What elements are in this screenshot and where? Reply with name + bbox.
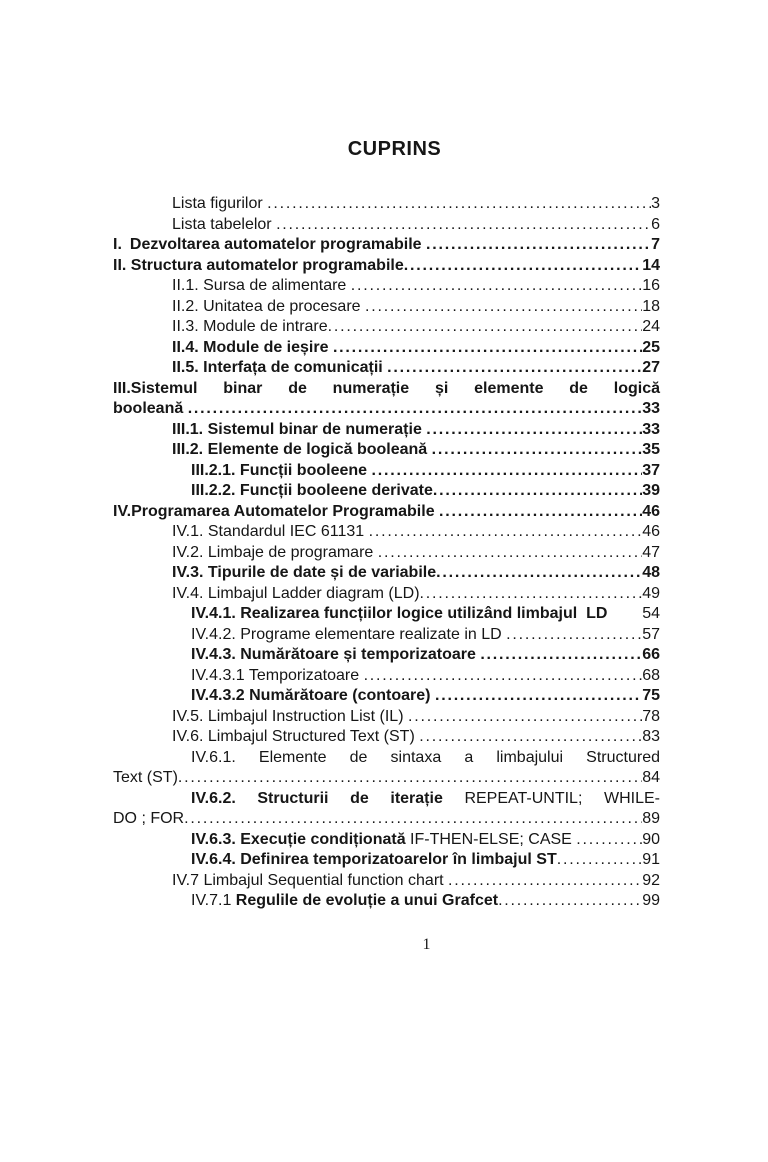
toc-page-number: 35 [642,441,660,458]
toc-page-number: 78 [642,707,660,725]
toc-page-number: 37 [642,461,660,479]
dot-leader [426,235,651,256]
toc-entry-text: IV.4.3.2 Numărătoare (contoare) [191,687,435,704]
toc-entry [113,276,660,297]
dot-leader [378,543,642,564]
dot-leader [419,727,642,748]
toc-entry [113,420,660,441]
dot-leader [433,481,642,502]
toc-entry [113,625,660,646]
toc-entry-text: IV.7.1 [191,892,236,909]
toc-entry [113,727,660,748]
toc-entry [113,871,660,892]
dot-leader [420,584,643,605]
toc-entry-text: III.2.1. Funcții booleene [191,461,372,479]
toc-entry [113,584,660,605]
toc-entry-text: III.Sistemul binar de numerație și elemente de logică [113,379,660,397]
dot-leader [439,502,642,523]
toc-page-number: 90 [642,830,660,848]
toc-entry-text: IV.6. Limbajul Structured Text (ST) [172,728,420,745]
dot-leader [276,215,651,236]
toc-entry [113,502,660,523]
dot-leader [365,297,642,318]
toc-page-number: 18 [642,297,660,315]
dot-leader [576,830,642,851]
toc-entry [113,666,660,687]
toc-entry [113,215,660,236]
page-number: 1 [422,935,431,953]
toc-entry-text: IV.4.3.1 Temporizatoare [191,666,364,684]
toc-page-number: 57 [642,625,660,643]
toc-page-number: 99 [642,892,660,909]
toc-entry-text: III.2.2. Funcții booleene derivate [191,482,433,499]
dot-leader [351,276,642,297]
dot-leader [557,850,642,871]
toc-page-number: 92 [642,871,660,889]
toc-entry [113,543,660,564]
dot-leader [328,317,643,338]
toc-page-number: 48 [642,564,660,581]
toc-entry [113,379,660,400]
toc-entry-text: Regulile de evoluție a unui Grafcet [235,892,499,909]
toc-entry-text: Lista figurilor [172,195,268,212]
dot-leader [498,891,642,912]
toc-entry [113,461,660,482]
toc-page-number: 68 [642,666,660,684]
toc-page-number: 33 [642,400,660,417]
toc-entry-text: IV.Programarea Automatelor Programabile [113,502,440,520]
toc-entry [113,891,660,912]
toc-entry [113,481,660,502]
toc-entry [113,358,660,379]
toc-entry [113,809,660,830]
toc-page-number: 39 [642,482,660,499]
toc-page-number: 54 [642,605,660,622]
toc-page-number: 33 [642,420,660,438]
toc-page-number: 47 [642,543,660,561]
dot-leader [432,440,643,461]
document-page [113,138,660,954]
toc-entry-text: IF-THEN-ELSE; CASE [405,830,577,848]
dot-leader [448,871,642,892]
toc-entry-text: II. Structura automatelor programabile [113,256,404,274]
toc-entry-text: IV.6.2. Structurii de iterație [191,789,443,807]
toc-page-number: 46 [642,502,660,520]
toc-entry-text: REPEAT-UNTIL; WHILE- [442,789,660,807]
toc-page-number: 49 [642,584,660,602]
dot-leader [404,256,642,277]
dot-leader [371,461,642,482]
toc-page-number: 84 [642,769,660,786]
dot-leader [364,666,643,687]
toc-entry [113,645,660,666]
toc-entry-text: IV.7 Limbajul Sequential function chart [172,871,449,889]
toc-page-number: 91 [642,851,660,868]
toc-entry-text: IV.6.4. Definirea temporizatoarelor în limbajul ST [191,851,557,868]
toc-entry [113,317,660,338]
toc-entry-text: II.5. Interfața de comunicații [172,359,388,376]
toc-entry-text: II.2. Unitatea de procesare [172,297,365,315]
dot-leader [267,194,651,215]
dot-leader [480,645,642,666]
dot-leader [333,338,642,359]
toc-entry-text: II.1. Sursa de alimentare [172,277,351,294]
toc-entry [113,338,660,359]
toc-entry-text: IV.6.3. Execuție condiționată [191,830,406,848]
toc-page-number: 24 [642,318,660,335]
toc-entry-text: II.4. Module de ieșire [172,338,333,356]
toc-entry [113,563,660,584]
toc-entry-text: Text (ST) [113,769,178,786]
toc-entry [113,604,660,625]
toc-page-number: 14 [642,256,660,274]
dot-leader [435,686,642,707]
toc-page-number: 7 [651,236,660,253]
toc-entry-text: IV.5. Limbajul Instruction List (IL) [172,707,408,725]
toc-entry [113,768,660,789]
toc-entry-text: DO ; FOR [113,810,185,827]
toc-entry [113,789,660,810]
toc-entry [113,850,660,871]
toc-page-number: 75 [642,687,660,704]
dot-leader [426,420,642,441]
toc-entry-text: II.3. Module de intrare [172,318,328,335]
toc-entry-text: III.1. Sistemul binar de numerație [172,420,427,438]
toc-page-number: 46 [642,523,660,540]
toc-page-number: 83 [642,728,660,745]
dot-leader [178,768,642,789]
toc-list [113,194,660,912]
toc-page-number: 3 [651,195,660,212]
toc-entry-text: IV.2. Limbaje de programare [172,543,378,561]
dot-leader [369,522,643,543]
toc-entry [113,522,660,543]
toc-page-number: 16 [642,277,660,294]
dot-leader [387,358,642,379]
toc-entry-text: IV.4.2. Programe elementare realizate in LD [191,625,507,643]
toc-entry [113,256,660,277]
dot-leader [506,625,642,646]
dot-leader [184,809,642,830]
toc-entry-text: IV.3. Tipurile de date și de variabile [172,564,437,581]
toc-entry [113,440,660,461]
toc-entry-text: Lista tabelelor [172,215,277,233]
toc-entry-text: IV.1. Standardul IEC 61131 [172,523,369,540]
toc-entry-text: IV.6.1. Elemente de sintaxa a limbajului Structured [191,748,660,766]
page-title: CUPRINS [347,138,442,160]
toc-page-number: 89 [642,810,660,827]
toc-entry-text: booleană [113,400,188,417]
toc-entry [113,686,660,707]
toc-page-number: 25 [642,338,660,356]
toc-entry-text: III.2. Elemente de logică booleană [172,441,432,458]
toc-entry [113,748,660,769]
toc-page-number: 27 [642,359,660,376]
dot-leader [408,707,642,728]
toc-entry-text: IV.4.3. Numărătoare și temporizatoare [191,646,481,663]
toc-page-number: 6 [651,215,660,233]
toc-entry [113,297,660,318]
toc-entry [113,235,660,256]
dot-leader [436,563,642,584]
dot-leader [188,399,643,420]
toc-entry [113,194,660,215]
toc-entry-text: IV.4.1. Realizarea funcțiilor logice utilizând limbajul LD [191,605,608,622]
toc-entry-text: IV.4. Limbajul Ladder diagram (LD) [172,584,420,602]
toc-entry-text: I. Dezvoltarea automatelor programabile [113,236,426,253]
toc-entry [113,707,660,728]
toc-entry [113,830,660,851]
toc-page-number: 66 [642,646,660,663]
toc-entry [113,399,660,420]
